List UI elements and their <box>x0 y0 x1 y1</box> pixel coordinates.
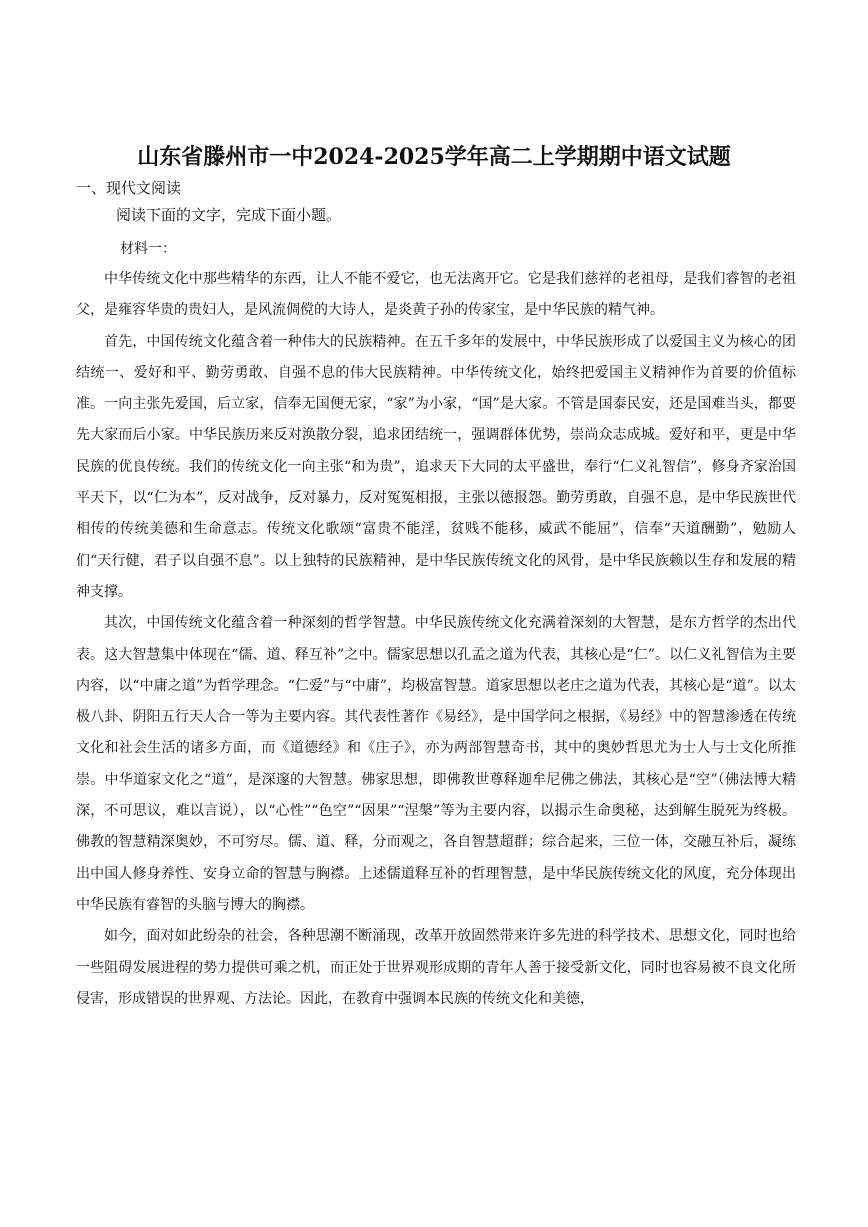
paragraph: 中华传统文化中那些精华的东西，让人不能不爱它，也无法离开它。它是我们慈祥的老祖母，是我们睿智的老祖父，是雍容华贵的贵妇人，是风流倜傥的大诗人，是炎黄子孙的传家宝，是中华民族的精气神。 <box>76 271 796 319</box>
section-heading: 一、现代文阅读 <box>76 179 182 197</box>
paragraph: 首先，中国传统文化蕴含着一种伟大的民族精神。在五千多年的发展中，中华民族形成了以爱国主义为核心的团结统一、爱好和平、勤劳勇敢、自强不息的伟大民族精神。中华传统文化，始终把爱国主义精神作为首要的价值标准。一向主张先爱国，后立家，信奉无国便无家，“家”为小家，“国”是大家。不管是国泰民安，还是国难当头，都要先大家而后小家。中华民族历来反对涣散分裂，追求团结统一，强调群体优势，崇尚众志成城。爱好和平，更是中华民族的优良传统。我们的传统文化一向主张“和为贵”，追求天下大同的太平盛世，奉行“仁义礼智信”，修身齐家治国平天下，以“仁为本”，反对战争，反对暴力，反对冤冤相报，主张以德报怨。勤劳勇敢，自强不息，是中华民族世代相传的传统美德和生命意志。传统文化歌颂“富贵不能淫，贫贱不能移，威武不能屈”，信奉“天道酬勤”，勉励人们“天行健，君子以自强不息”。以上独特的民族精神，是中华民族传统文化的风骨，是中华民族赖以生存和发展的精神支撑。 <box>76 333 796 600</box>
material-label: 材料一： <box>120 241 176 257</box>
paragraph: 如今，面对如此纷杂的社会，各种思潮不断涌现，改革开放固然带来许多先进的科学技术、思想文化，同时也给一些阻碍发展进程的势力提供可乘之机，而正处于世界观形成期的青年人善于接受新文化，同时也容易被不良文化所侵害，形成错误的世界观、方法论。因此，在教育中强调本民族的传统文化和美德， <box>76 928 796 1007</box>
passage-body <box>76 264 796 1015</box>
paragraph: 其次，中国传统文化蕴含着一种深刻的哲学智慧。中华民族传统文化充满着深刻的大智慧，是东方哲学的杰出代表。这大智慧集中体现在“儒、道、释互补”之中。儒家思想以孔孟之道为代表，其核心是“仁”。以仁义礼智信为主要内容，以“中庸之道”为哲学理念。“仁爱”与“中庸”，均极富智慧。道家思想以老庄之道为代表，其核心是“道”。以太极八卦、阴阳五行天人合一等为主要内容。其代表性著作《易经》，是中国学问之根据，《易经》中的智慧渗透在传统文化和社会生活的诸多方面，而《道德经》和《庄子》，亦为两部智慧奇书，其中的奥妙哲思尤为士人与士文化所推崇。中华道家文化之“道”，是深邃的大智慧。佛家思想，即佛教世尊释迦牟尼佛之佛法，其核心是“空”（佛法博大精深，不可思议，难以言说），以“心性”“色空”“因果”“涅槃”等为主要内容，以揭示生命奥秘，达到解生脱死为终极。佛教的智慧精深奥妙，不可穷尽。儒、道、释，分而观之，各自智慧超群；综合起来，三位一体，交融互补后，凝练出中国人修身养性、安身立命的智慧与胸襟。上述儒道释互补的哲理智慧，是中华民族传统文化的风度，充分体现出中华民族有睿智的头脑与博大的胸襟。 <box>76 615 796 913</box>
reading-instruction: 阅读下面的文字，完成下面小题。 <box>116 206 342 224</box>
document-title: 山东省滕州市一中2024-2025学年高二上学期期中语文试题 <box>137 144 731 170</box>
